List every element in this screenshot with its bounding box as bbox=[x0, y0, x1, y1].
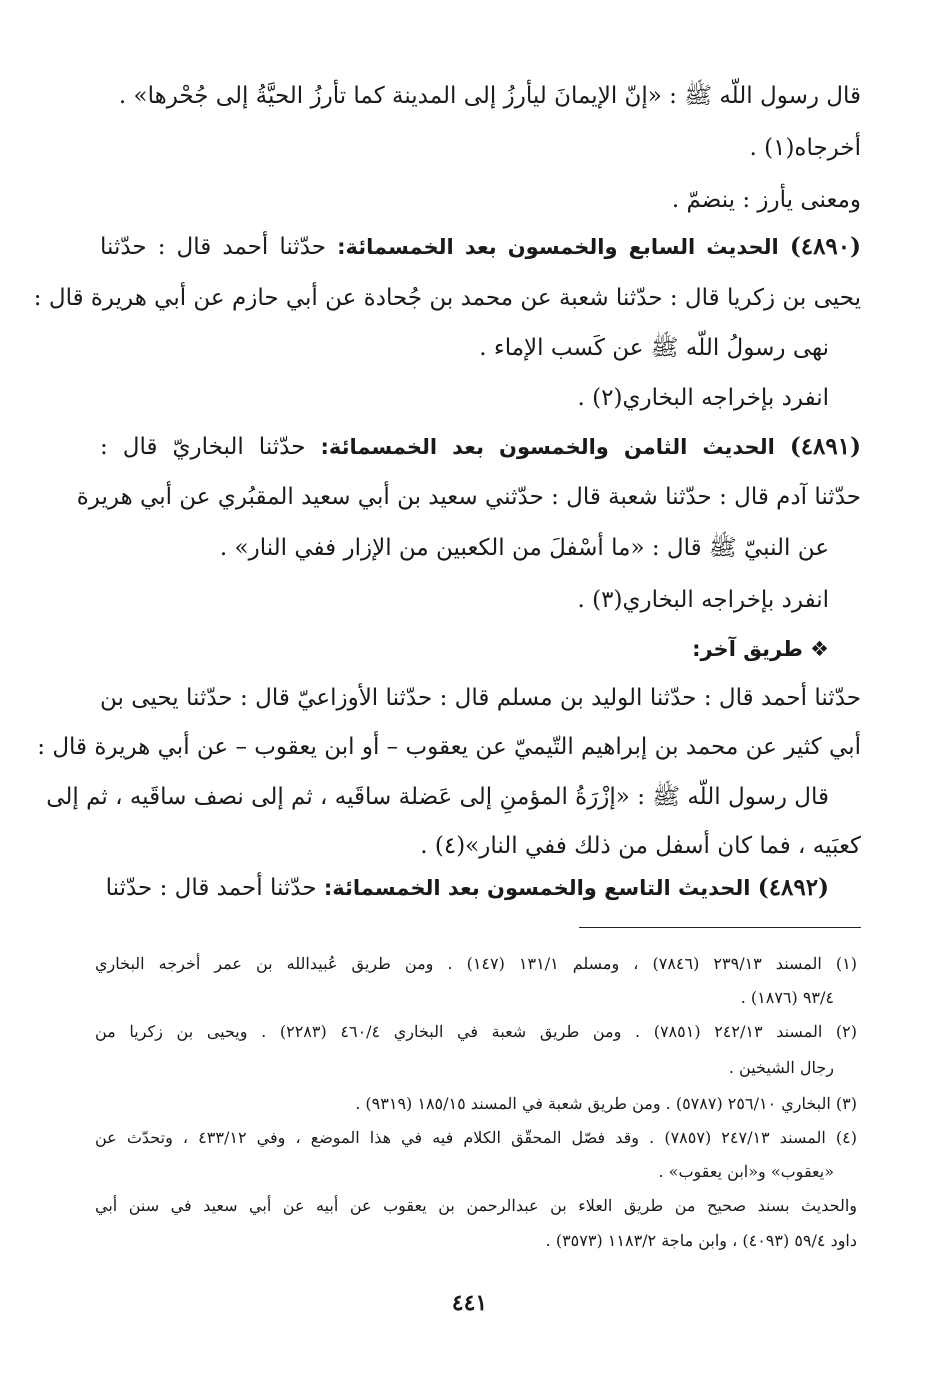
footnote-1: (١) المسند ٢٣٩/١٣ (٧٨٤٦) ، ومسلم ١٣١/١ (١٤٧) . ومن طريق عُبيدالله بن عمر أخرجه البخاري bbox=[95, 954, 858, 973]
hadith-title: الحديث التاسع والخمسون بعد الخمسمائة: bbox=[323, 876, 751, 900]
footnote-3: (٣) البخاري ٢٥٦/١٠ (٥٧٨٧) . ومن طريق شعبة في المسند ١٨٥/١٥ (٩٣١٩) . bbox=[355, 1094, 857, 1113]
footnote-4-note-cont: داود ٥٩/٤ (٤٠٩٣) ، وابن ماجة ١١٨٣/٢ (٣٥٧٣) . bbox=[545, 1231, 857, 1250]
hadith-number: (٤٨٩٢) bbox=[757, 874, 829, 901]
footnote-4-note: والحديث بسند صحيح من طريق العلاء بن عبدالرحمن بن يعقوب عن أبيه عن أبي سعيد في سنن أبي bbox=[95, 1196, 857, 1215]
body-line: أبي كثير عن محمد بن إبراهيم التّيميّ عن يعقوب – أو ابن يعقوب – عن أبي هريرة قال : bbox=[37, 734, 861, 760]
hadith-chain-start: حدّثنا أحمد قال : حدّثنا bbox=[105, 875, 317, 901]
body-line: ومعنى يأرز : ينضمّ . bbox=[671, 187, 861, 213]
footnote-divider bbox=[579, 927, 861, 928]
body-line: نهى رسولُ اللّه ﷺ عن كَسب الإماء . bbox=[479, 335, 829, 361]
sub-heading-another-route: ❖ طريق آخر: bbox=[692, 637, 829, 661]
hadith-title: الحديث الثامن والخمسون بعد الخمسمائة: bbox=[320, 435, 775, 459]
body-line: أخرجاه(١) . bbox=[749, 135, 861, 161]
body-line: قال رسول اللّه ﷺ : «إزْرَةُ المؤمنِ إلى عَضلة ساقَيه ، ثم إلى نصف ساقَيه ، ثم إلى bbox=[46, 784, 829, 810]
hadith-heading-4892 bbox=[106, 873, 829, 903]
hadith-title: الحديث السابع والخمسون بعد الخمسمائة: bbox=[337, 235, 779, 259]
footnote-2: (٢) المسند ٢٤٢/١٣ (٧٨٥١) . ومن طريق شعبة في البخاري ٤٦٠/٤ (٢٢٨٣) . ويحيى بن زكريا من bbox=[95, 1022, 858, 1041]
hadith-heading-4890 bbox=[100, 232, 861, 262]
footnote-4: (٤) المسند ٢٤٧/١٣ (٧٨٥٧) . وقد فصّل المحقّق الكلام فيه في هذا الموضع ، وفي ٤٣٣/١٢ ، وتحدّث عن bbox=[95, 1128, 857, 1147]
footnote-2-cont: رجال الشيخين . bbox=[728, 1058, 834, 1077]
body-line: قال رسول اللّه ﷺ : «إنّ الإيمانَ ليأرزُ إلى المدينة كما تأرزُ الحيَّةُ إلى جُحْرها» . bbox=[118, 83, 861, 109]
hadith-number: (٤٨٩٠) bbox=[789, 233, 862, 260]
body-line: حدّثنا أحمد قال : حدّثنا الوليد بن مسلم قال : حدّثنا الأوزاعيّ قال : حدّثنا يحيى بن bbox=[100, 685, 861, 711]
page-number: ٤٤١ bbox=[451, 1290, 488, 1316]
body-line: يحيى بن زكريا قال : حدّثنا شعبة عن محمد بن جُحادة عن أبي حازم عن أبي هريرة قال : bbox=[33, 285, 861, 311]
hadith-chain-start: حدّثنا البخاريّ قال : bbox=[100, 434, 306, 460]
footnote-1-cont: ٩٣/٤ (١٨٧٦) . bbox=[740, 988, 834, 1007]
body-line: انفرد بإخراجه البخاري(٣) . bbox=[577, 587, 829, 613]
hadith-heading-4891 bbox=[100, 432, 861, 462]
body-line: كعبَيه ، فما كان أسفل من ذلك ففي النار»(٤) . bbox=[420, 833, 861, 859]
body-line: حدّثنا آدم قال : حدّثنا شعبة قال : حدّثني سعيد بن أبي سعيد المقبُري عن أبي هريرة bbox=[76, 484, 861, 510]
body-line: انفرد بإخراجه البخاري(٢) . bbox=[577, 385, 829, 411]
footnote-4-cont: «يعقوب» و«ابن يعقوب» . bbox=[658, 1162, 834, 1181]
body-line: عن النبيّ ﷺ قال : «ما أسْفلَ من الكعبين من الإزار ففي النار» . bbox=[219, 535, 829, 561]
hadith-number: (٤٨٩١) bbox=[789, 433, 862, 460]
hadith-chain-start: حدّثنا أحمد قال : حدّثنا bbox=[100, 234, 327, 260]
